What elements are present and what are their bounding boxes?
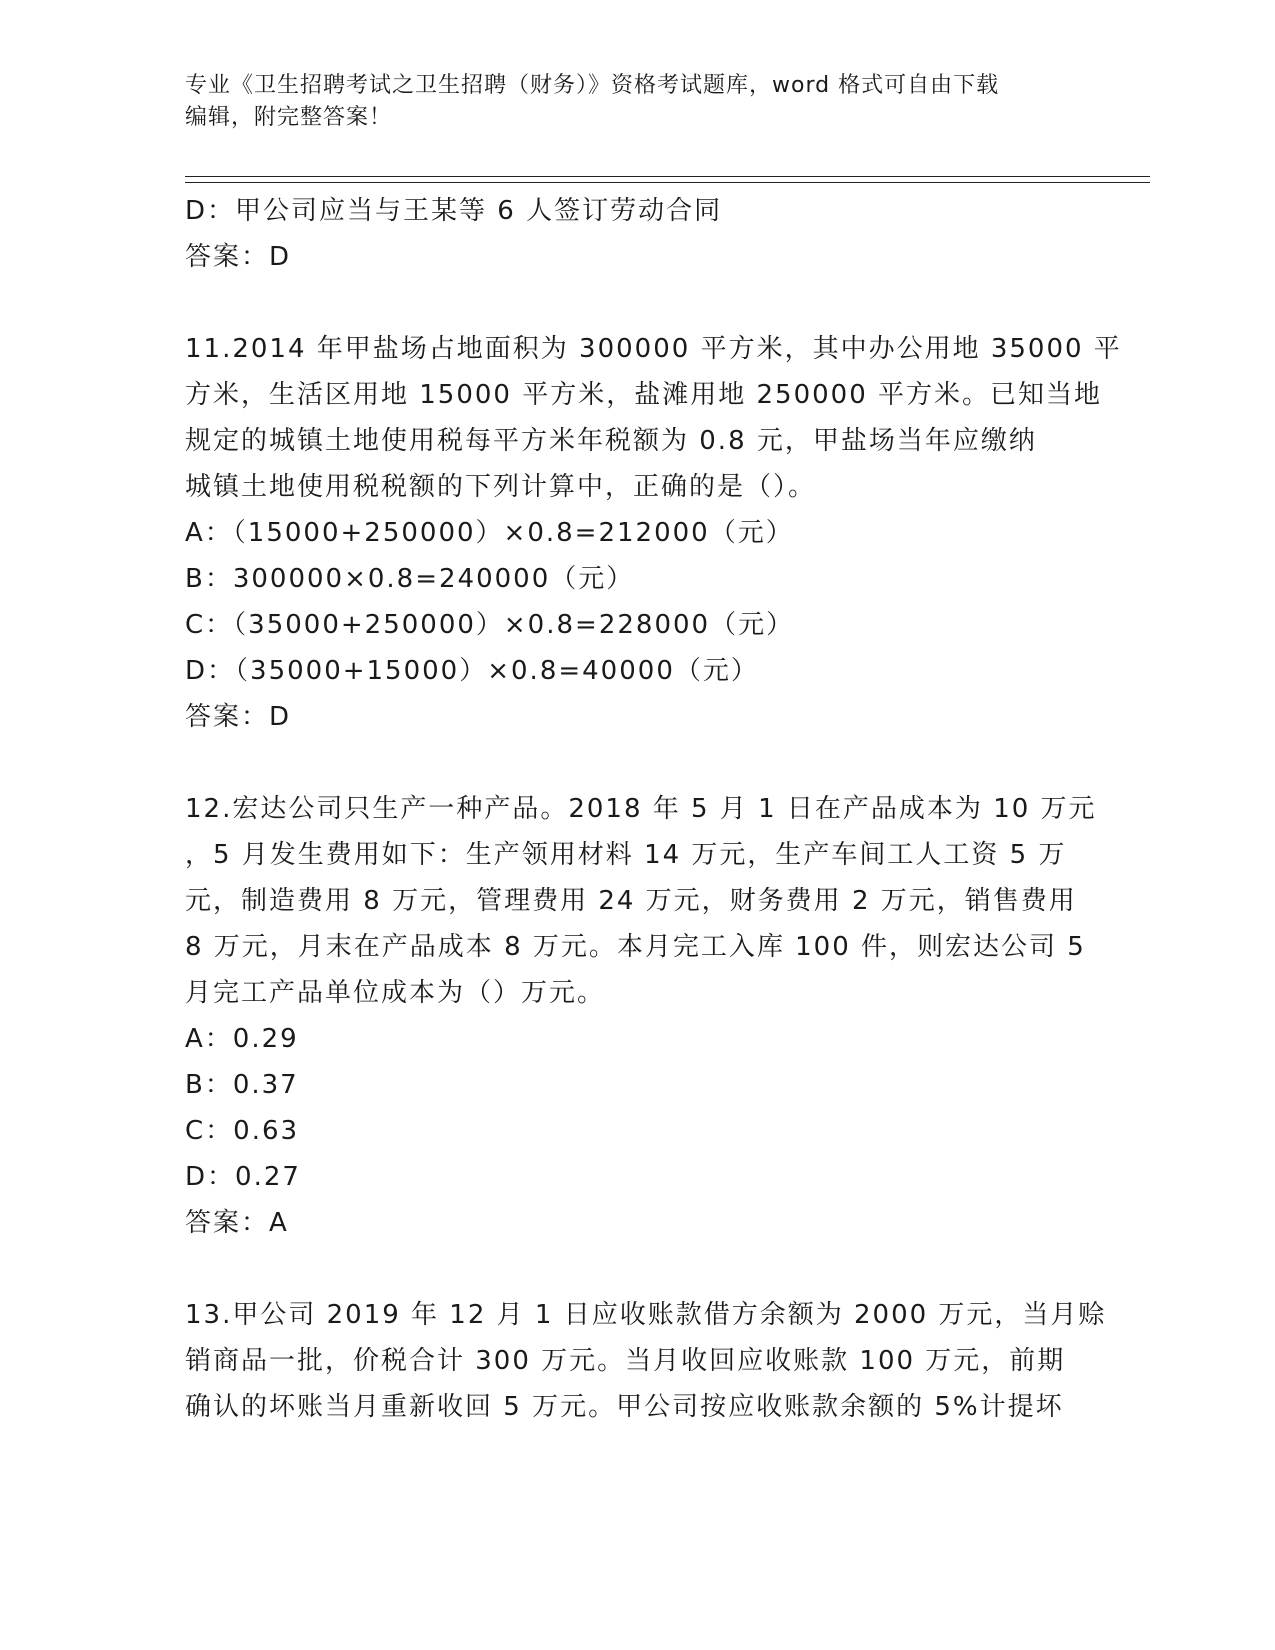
question-stem-line: ，5 月发生费用如下：生产领用材料 14 万元，生产车间工人工资 5 万 [185,840,1067,870]
option-c: C：0.63 [185,1116,300,1146]
question-13 [185,1292,1107,1430]
option-d: D：（35000+15000）×0.8=40000（元） [185,656,759,686]
document-body [185,188,1122,1430]
question-stem-line: 11.2014 年甲盐场占地面积为 300000 平方米，其中办公用地 35000 平 [185,334,1122,364]
question-10 [185,188,1085,280]
option-c: C：（35000+250000）×0.8=228000（元） [185,610,795,640]
answer-line: 答案：A [185,1208,289,1238]
spacer [185,280,1085,326]
header-line-2: 编辑，附完整答案！ [185,105,393,130]
spacer [185,740,1085,786]
option-b: B：300000×0.8=240000（元） [185,564,635,594]
question-stem-line: 方米，生活区用地 15000 平方米，盐滩用地 250000 平方米。已知当地 [185,380,1103,410]
question-stem-line: 13.甲公司 2019 年 12 月 1 日应收账款借方余额为 2000 万元，当月赊 [185,1300,1107,1330]
answer-line: 答案：D [185,702,292,732]
spacer [185,1246,1085,1292]
option-a: A：0.29 [185,1024,299,1054]
option-d: D：0.27 [185,1162,301,1192]
header-divider-top [185,176,1150,177]
question-stem-line: 销商品一批，价税合计 300 万元。当月收回应收账款 100 万元，前期 [185,1346,1066,1376]
question-stem-line: 确认的坏账当月重新收回 5 万元。甲公司按应收账款余额的 5%计提坏 [185,1392,1064,1422]
option-b: B：0.37 [185,1070,299,1100]
question-stem-line: 城镇土地使用税税额的下列计算中，正确的是（）。 [185,472,817,502]
header-divider-bottom [185,182,1150,183]
question-11 [185,326,1122,740]
answer-line: 答案：D [185,242,292,272]
question-12 [185,786,1097,1246]
document-header [185,70,1065,134]
question-stem-line: 8 万元，月末在产品成本 8 万元。本月完工入库 100 件，则宏达公司 5 [185,932,1086,962]
question-stem-line: 元，制造费用 8 万元，管理费用 24 万元，财务费用 2 万元，销售费用 [185,886,1077,916]
option-d: D：甲公司应当与王某等 6 人签订劳动合同 [185,196,723,226]
option-a: A：（15000+250000）×0.8=212000（元） [185,518,794,548]
question-stem-line: 月完工产品单位成本为（）万元。 [185,978,606,1008]
question-stem-line: 规定的城镇土地使用税每平方米年税额为 0.8 元，甲盐场当年应缴纳 [185,426,1037,456]
question-stem-line: 12.宏达公司只生产一种产品。2018 年 5 月 1 日在产品成本为 10 万元 [185,794,1097,824]
header-line-1: 专业《卫生招聘考试之卫生招聘（财务）》资格考试题库，word 格式可自由下载 [185,73,1000,98]
